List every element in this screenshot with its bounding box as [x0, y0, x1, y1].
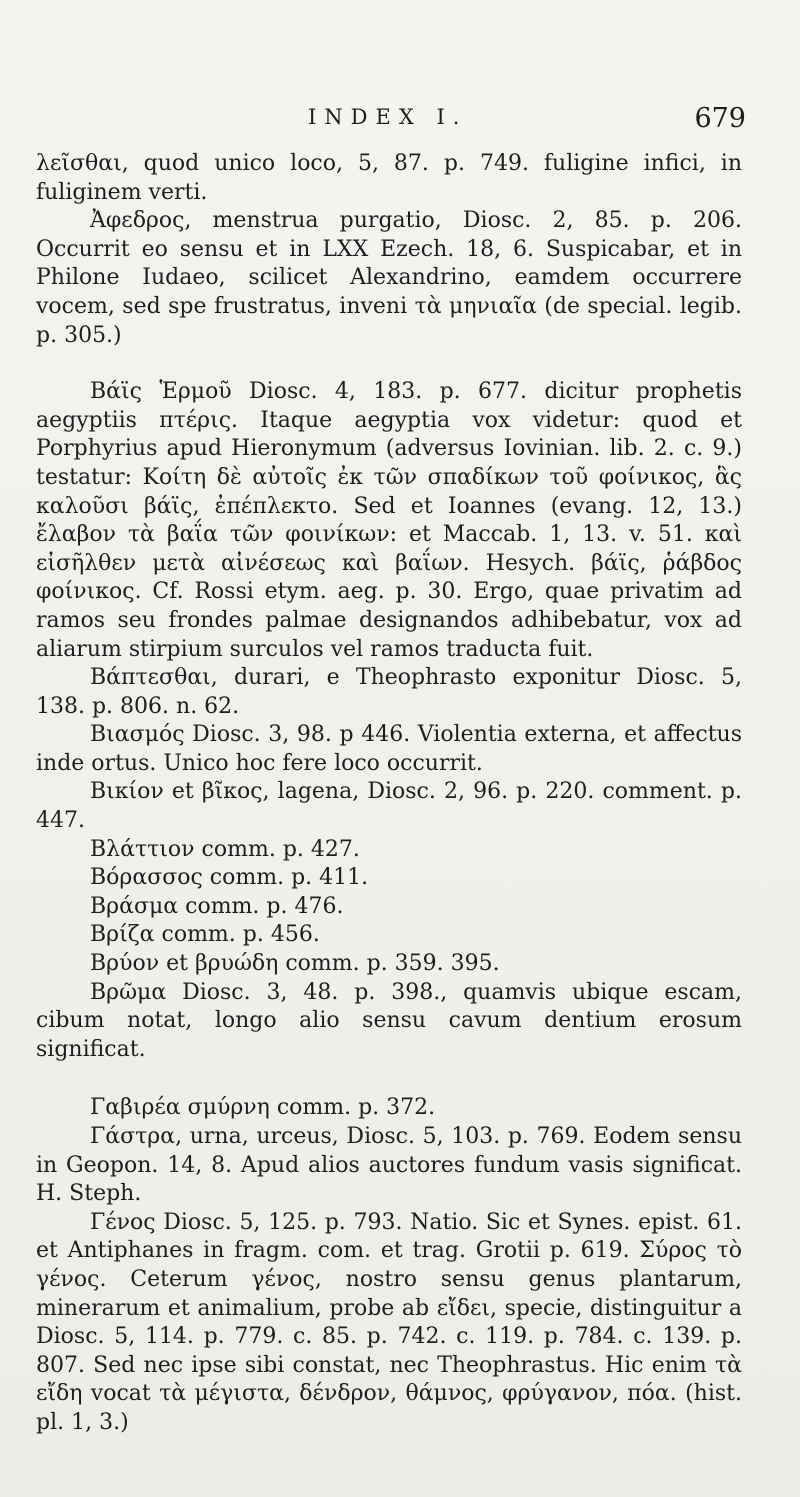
- entry-bais: Βάϊς Ἑρμοῦ Diosc. 4, 183. p. 677. dicitur prophetis aegyptiis πτέρις. Itaque aegyptia vox videtur: quod et Porphyrius apud Hieronymum (adversus Iovinian. lib. 2. c. 9.) testatur: Κοίτη δὲ αὐτοῖς ἐκ τῶν σπαδίκων τοῦ φοίνικος, ἃς καλοῦσι βάϊς, ἐπέπλεκτο. Sed et Ioannes (evang. 12, 13.) ἔλαβον τὰ βαΐα τῶν φοινίκων: et Maccab. 1, 13. v. 51. καὶ εἰσῆλθεν μετὰ αἰνέσεως καὶ βαΐων. Hesych. βάϊς, ῥάβδος φοίνικος. Cf. Rossi etym. aeg. p. 30. Ergo, quae privatim ad ramos seu frondes palmae designandos adhibebatur, vox ad aliarum stirpium surculos vel ramos traducta fuit.: [36, 379, 742, 662]
- entry-broma: Βρῶμα Diosc. 3, 48. p. 398., quamvis ubique escam, cibum notat, longo alio sensu cavum dentium erosum significat.: [36, 979, 742, 1062]
- entry-brasma: Βράσμα comm. p. 476.: [90, 893, 344, 919]
- index-body: [36, 150, 742, 1438]
- entry-aphedros: Ἀφεδρος, menstrua purgatio, Diosc. 2, 85. p. 206. Occurrit eo sensu et in LXX Ezech. 18, 6. Suspicabar, et in Philone Iudaeo, scilicet Alexandrino, eamdem occurrere vocem, sed spe frustratus, inveni τὰ μηνιαῖα (de special. legib. p. 305.): [36, 208, 742, 348]
- entry-biasmos: Βιασμός Diosc. 3, 98. p 446. Violentia externa, et affectus inde ortus. Unico hoc fere loco occurrit.: [36, 722, 742, 776]
- page-header: [36, 103, 746, 143]
- entry-briza: Βρίζα comm. p. 456.: [90, 922, 320, 948]
- entry-genos: Γένος Diosc. 5, 125. p. 793. Natio. Sic et Synes. epist. 61. et Antiphanes in fragm. com. et trag. Grotii p. 619. Σύρος τὸ γένος. Ceterum γένος, nostro sensu genus plantarum, minerarum et animalium, probe ab εἴδει, specie, distinguitur a Diosc. 5, 114. p. 779. c. 85. p. 742. c. 119. p. 784. c. 139. p. 807. Sed nec ipse sibi constat, nec Theophrastus. Hic enim τὰ εἴδη vocat τὰ μέγιστα, δένδρον, θάμνος, φρύγανον, πόα. (hist. pl. 1, 3.): [36, 1209, 742, 1435]
- entry-borassos: Βόρασσος comm. p. 411.: [90, 865, 369, 891]
- entry-gastra: Γάστρα, urna, urceus, Diosc. 5, 103. p. 769. Eodem sensu in Geopon. 14, 8. Apud alios auctores fundum vasis significat. H. Steph.: [36, 1124, 742, 1207]
- index-title: INDEX I.: [308, 105, 468, 129]
- entry-bikion: Βικίον et βῖκος, lagena, Diosc. 2, 96. p. 220. comment. p. 447.: [36, 779, 742, 834]
- page-number: 679: [694, 103, 746, 134]
- entry-bryon: Βρύον et βρυώδη comm. p. 359. 395.: [90, 951, 500, 977]
- entry-gabirea: Γαβιρέα σμύρνη comm. p. 372.: [90, 1095, 436, 1121]
- entry-blattion: Βλάττιον comm. p. 427.: [90, 836, 360, 862]
- entry-leisthai: λεῖσθαι, quod unico loco, 5, 87. p. 749. fuligine infici, in fuliginem verti.: [36, 151, 742, 205]
- entry-baptesthai: Βάπτεσθαι, durari, e Theophrasto exponitur Diosc. 5, 138. p. 806. n. 62.: [36, 665, 742, 719]
